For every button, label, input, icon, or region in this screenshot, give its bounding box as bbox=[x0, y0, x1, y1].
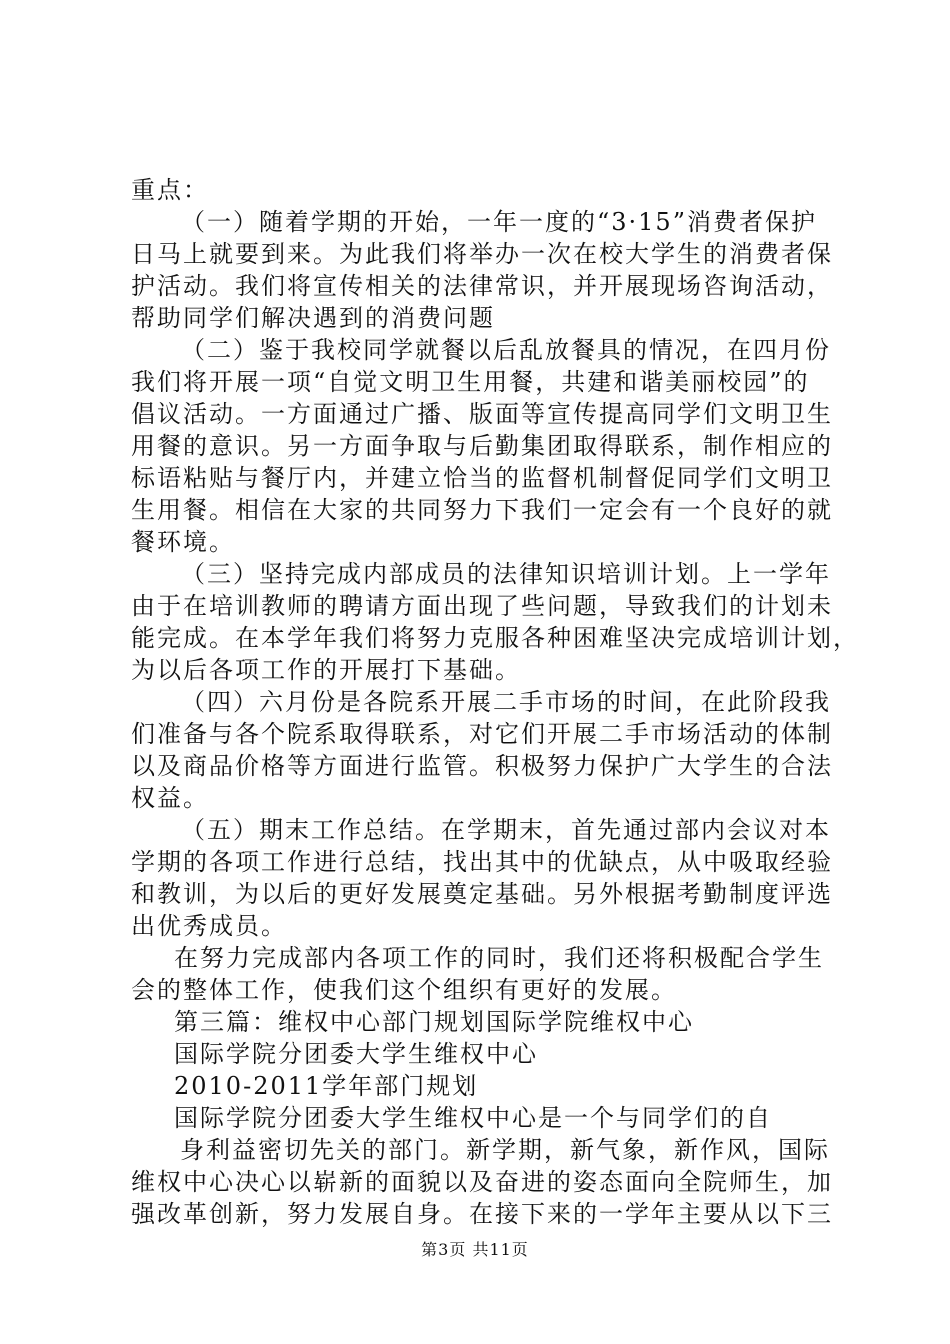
section-heading: 第三篇：维权中心部门规划国际学院维权中心 bbox=[174, 1008, 694, 1036]
text-line: 用餐的意识。另一方面争取与后勤集团取得联系，制作相应的 bbox=[131, 432, 833, 460]
text-line: 会的整体工作，使我们这个组织有更好的发展。 bbox=[131, 976, 677, 1004]
text-line: （四）六月份是各院系开展二手市场的时间，在此阶段我 bbox=[181, 688, 831, 716]
text-line: 标语粘贴与餐厅内，并建立恰当的监督机制督促同学们文明卫 bbox=[131, 464, 833, 492]
text-line: 生用餐。相信在大家的共同努力下我们一定会有一个良好的就 bbox=[131, 496, 833, 524]
text-line: 出优秀成员。 bbox=[131, 912, 287, 940]
text-line: 日马上就要到来。为此我们将举办一次在校大学生的消费者保 bbox=[131, 240, 833, 268]
text-line: （一）随着学期的开始，一年一度的“3·15”消费者保护 bbox=[181, 208, 817, 236]
text-line: （五）期末工作总结。在学期末，首先通过部内会议对本 bbox=[181, 816, 831, 844]
text-line: （三）坚持完成内部成员的法律知识培训计划。上一学年 bbox=[181, 560, 831, 588]
text-line: 身利益密切先关的部门。新学期，新气象，新作风，国际 bbox=[180, 1136, 830, 1164]
text-line: 为以后各项工作的开展打下基础。 bbox=[131, 656, 521, 684]
text-line: 帮助同学们解决遇到的消费问题 bbox=[131, 304, 495, 332]
text-line: 以及商品价格等方面进行监管。积极努力保护广大学生的合法 bbox=[131, 752, 833, 780]
text-line: 护活动。我们将宣传相关的法律常识，并开展现场咨询活动， bbox=[131, 272, 833, 300]
text-line: 在努力完成部内各项工作的同时，我们还将积极配合学生 bbox=[174, 944, 824, 972]
text-line: 们准备与各个院系取得联系，对它们开展二手市场活动的体制 bbox=[131, 720, 833, 748]
text-line: 学期的各项工作进行总结，找出其中的优缺点，从中吸取经验 bbox=[131, 848, 833, 876]
text-line: 能完成。在本学年我们将努力克服各种困难坚决完成培训计划， bbox=[131, 624, 859, 652]
text-line: 我们将开展一项“自觉文明卫生用餐，共建和谐美丽校园”的 bbox=[131, 368, 810, 396]
text-line: 国际学院分团委大学生维权中心是一个与同学们的自 bbox=[174, 1104, 772, 1132]
text-line: 餐环境。 bbox=[131, 528, 235, 556]
text-line: 强改革创新，努力发展自身。在接下来的一学年主要从以下三 bbox=[131, 1200, 833, 1228]
text-line: 维权中心决心以崭新的面貌以及奋进的姿态面向全院师生，加 bbox=[131, 1168, 833, 1196]
text-line: 和教训，为以后的更好发展奠定基础。另外根据考勤制度评选 bbox=[131, 880, 833, 908]
text-line: 重点： bbox=[131, 176, 209, 204]
text-line: （二）鉴于我校同学就餐以后乱放餐具的情况，在四月份 bbox=[181, 336, 831, 364]
text-line: 权益。 bbox=[131, 784, 209, 812]
text-line: 由于在培训教师的聘请方面出现了些问题，导致我们的计划未 bbox=[131, 592, 833, 620]
text-line: 倡议活动。一方面通过广播、版面等宣传提高同学们文明卫生 bbox=[131, 400, 833, 428]
page-number: 第3页 共11页 bbox=[421, 1240, 529, 1259]
text-line: 国际学院分团委大学生维权中心 bbox=[174, 1040, 538, 1068]
text-line: 2010-2011学年部门规划 bbox=[174, 1072, 479, 1100]
